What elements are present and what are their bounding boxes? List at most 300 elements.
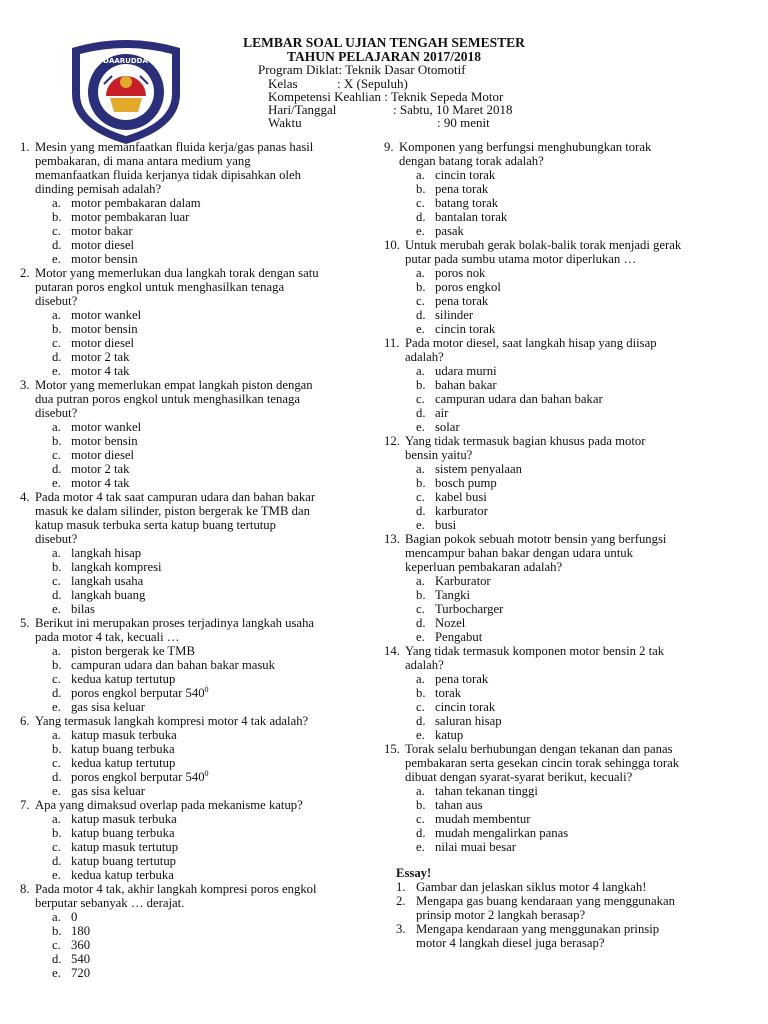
option-letter: a. bbox=[52, 546, 61, 560]
option-letter: d. bbox=[416, 714, 426, 728]
question-number: 10. bbox=[384, 238, 400, 252]
option-text: pena torak bbox=[435, 182, 489, 196]
question-continuation: adalah? bbox=[405, 658, 444, 672]
question-continuation: putaran poros engkol untuk menghasilkan tenaga bbox=[35, 280, 285, 294]
answer-option[interactable] bbox=[384, 364, 754, 378]
option-text: katup masuk tertutup bbox=[71, 840, 179, 854]
option-letter: d. bbox=[52, 350, 62, 364]
option-text: Tangki bbox=[435, 588, 471, 602]
question-number: 4. bbox=[20, 490, 30, 504]
question-stem: Untuk merubah gerak bolak-balik torak menjadi gerak bbox=[405, 238, 682, 252]
answer-options bbox=[384, 574, 754, 644]
option-letter: b. bbox=[416, 686, 426, 700]
question-block bbox=[20, 378, 385, 490]
option-letter: d. bbox=[52, 952, 62, 966]
question-block bbox=[20, 798, 385, 882]
answer-options bbox=[384, 266, 754, 336]
option-text: katup bbox=[435, 728, 464, 742]
answer-option[interactable] bbox=[384, 196, 754, 210]
option-letter: e. bbox=[52, 252, 61, 266]
question-text bbox=[384, 742, 754, 756]
option-text: bahan bakar bbox=[435, 378, 497, 392]
option-letter: c. bbox=[52, 938, 61, 952]
answer-option[interactable] bbox=[384, 224, 754, 238]
question-number: 3. bbox=[20, 378, 30, 392]
question-text bbox=[384, 434, 754, 448]
question-stem: Yang termasuk langkah kompresi motor 4 tak adalah? bbox=[35, 714, 309, 728]
academic-year: TAHUN PELAJARAN 2017/2018 bbox=[286, 49, 481, 64]
svg-text:SMK DAARUDDA'WAH: SMK DAARUDDA'WAH bbox=[83, 57, 169, 65]
option-letter: b. bbox=[52, 560, 62, 574]
option-text: air bbox=[435, 406, 449, 420]
option-text: silinder bbox=[435, 308, 474, 322]
question-block bbox=[20, 714, 385, 798]
question-number: 8. bbox=[20, 882, 30, 896]
question-continuation: katup masuk terbuka serta katup buang tertutup bbox=[35, 518, 276, 532]
question-text bbox=[384, 336, 754, 350]
answer-option[interactable] bbox=[384, 518, 754, 532]
question-text bbox=[20, 490, 385, 504]
answer-option[interactable] bbox=[20, 924, 385, 938]
essay-question bbox=[384, 880, 754, 894]
answer-option[interactable] bbox=[20, 672, 385, 686]
option-letter: e. bbox=[416, 728, 425, 742]
essay-text: Mengapa kendaraan yang menggunakan prinsip bbox=[416, 922, 660, 936]
answer-option[interactable] bbox=[384, 266, 754, 280]
answer-option[interactable] bbox=[20, 644, 385, 658]
answer-option[interactable] bbox=[384, 588, 754, 602]
answer-options bbox=[20, 910, 385, 980]
question-continuation: pembakaran serta gesekan cincin torak sehingga torak bbox=[405, 756, 680, 770]
answer-option[interactable] bbox=[20, 336, 385, 350]
option-text: katup buang terbuka bbox=[71, 742, 175, 756]
question-continuation: disebut? bbox=[35, 294, 78, 308]
option-text: cincin torak bbox=[435, 168, 496, 182]
option-letter: d. bbox=[52, 686, 62, 700]
essay-question bbox=[384, 922, 754, 936]
option-letter: b. bbox=[52, 924, 62, 938]
option-text: busi bbox=[435, 518, 457, 532]
question-block bbox=[384, 336, 754, 434]
answer-option[interactable] bbox=[20, 476, 385, 490]
answer-options bbox=[20, 308, 385, 378]
answer-option[interactable] bbox=[20, 434, 385, 448]
option-text: cincin torak bbox=[435, 700, 496, 714]
answer-option[interactable] bbox=[20, 728, 385, 742]
essay-number: 2. bbox=[396, 894, 406, 908]
option-text: langkah usaha bbox=[71, 574, 144, 588]
option-letter: a. bbox=[416, 574, 425, 588]
question-stem: Pada motor diesel, saat langkah hisap yang diisap bbox=[405, 336, 657, 350]
answer-option[interactable] bbox=[20, 252, 385, 266]
answer-options bbox=[20, 812, 385, 882]
question-text bbox=[20, 798, 385, 812]
question-text bbox=[20, 378, 385, 392]
option-text: motor diesel bbox=[71, 448, 135, 462]
essay-title: Essay! bbox=[396, 866, 432, 880]
option-text: katup masuk terbuka bbox=[71, 728, 177, 742]
option-text: tahan aus bbox=[435, 798, 483, 812]
option-text: motor 4 tak bbox=[71, 364, 130, 378]
question-text bbox=[384, 532, 754, 546]
question-text bbox=[384, 140, 754, 154]
answer-option[interactable] bbox=[20, 588, 385, 602]
answer-option[interactable] bbox=[20, 826, 385, 840]
hari-label: Hari/Tanggal bbox=[268, 102, 337, 117]
option-text: kedua katup tertutup bbox=[71, 756, 176, 770]
option-letter: a. bbox=[416, 168, 425, 182]
question-number: 14. bbox=[384, 644, 400, 658]
option-letter: b. bbox=[52, 434, 62, 448]
option-text: cincin torak bbox=[435, 322, 496, 336]
option-letter: c. bbox=[52, 672, 61, 686]
answer-option[interactable] bbox=[20, 448, 385, 462]
option-letter: a. bbox=[416, 462, 425, 476]
question-block bbox=[384, 434, 754, 532]
option-text: piston bergerak ke TMB bbox=[71, 644, 195, 658]
option-letter: a. bbox=[416, 672, 425, 686]
answer-option[interactable] bbox=[384, 490, 754, 504]
answer-option[interactable] bbox=[20, 224, 385, 238]
answer-option[interactable] bbox=[20, 210, 385, 224]
question-continuation: adalah? bbox=[405, 350, 444, 364]
question-stem: Mesin yang memanfaatkan fluida kerja/gas panas hasil bbox=[35, 140, 314, 154]
option-text: udara murni bbox=[435, 364, 497, 378]
option-text: gas sisa keluar bbox=[71, 784, 145, 798]
option-letter: d. bbox=[416, 616, 426, 630]
option-letter: c. bbox=[52, 756, 61, 770]
option-letter: d. bbox=[52, 770, 62, 784]
option-letter: b. bbox=[52, 742, 62, 756]
option-text: 720 bbox=[71, 966, 91, 980]
answer-option[interactable] bbox=[384, 406, 754, 420]
essay-text: Gambar dan jelaskan siklus motor 4 langkah! bbox=[416, 880, 647, 894]
option-text: langkah kompresi bbox=[71, 560, 162, 574]
option-text: langkah hisap bbox=[71, 546, 142, 560]
question-text bbox=[20, 616, 385, 630]
question-continuation: putar pada sumbu utama motor diperlukan … bbox=[405, 252, 637, 266]
question-stem: Yang tidak termasuk bagian khusus pada motor bbox=[405, 434, 646, 448]
essay-text: Mengapa gas buang kendaraan yang menggunakan bbox=[416, 894, 675, 908]
answer-option[interactable] bbox=[384, 812, 754, 826]
option-letter: b. bbox=[52, 826, 62, 840]
answer-option[interactable] bbox=[384, 308, 754, 322]
option-text: Nozel bbox=[435, 616, 466, 630]
option-text: langkah buang bbox=[71, 588, 146, 602]
option-letter: c. bbox=[416, 196, 425, 210]
option-text: katup masuk terbuka bbox=[71, 812, 177, 826]
answer-option[interactable] bbox=[20, 546, 385, 560]
answer-option[interactable] bbox=[20, 574, 385, 588]
kelas-value: : X (Sepuluh) bbox=[337, 76, 408, 91]
option-text: Turbocharger bbox=[435, 602, 504, 616]
option-letter: d. bbox=[416, 504, 426, 518]
option-letter: e. bbox=[416, 518, 425, 532]
essay-text: prinsip motor 2 langkah berasap? bbox=[416, 908, 586, 922]
answer-option[interactable] bbox=[20, 952, 385, 966]
answer-option[interactable] bbox=[384, 840, 754, 854]
option-text: poros engkol bbox=[435, 280, 501, 294]
option-text: poros engkol berputar $540^0$ bbox=[71, 768, 209, 784]
option-text: pasak bbox=[435, 224, 464, 238]
option-text: Karburator bbox=[435, 574, 491, 588]
option-text: kedua katup tertutup bbox=[71, 672, 176, 686]
answer-options bbox=[384, 364, 754, 434]
question-stem: Motor yang memerlukan dua langkah torak dengan satu bbox=[35, 266, 319, 280]
option-letter: b. bbox=[416, 476, 426, 490]
option-text: motor bakar bbox=[71, 224, 133, 238]
answer-option[interactable] bbox=[20, 742, 385, 756]
question-stem: Komponen yang berfungsi menghubungkan torak bbox=[399, 140, 652, 154]
answer-option[interactable] bbox=[384, 700, 754, 714]
answer-option[interactable] bbox=[20, 560, 385, 574]
option-text: motor bensin bbox=[71, 434, 138, 448]
answer-option[interactable] bbox=[20, 238, 385, 252]
question-text bbox=[20, 140, 385, 154]
question-stem: Torak selalu berhubungan dengan tekanan dan panas bbox=[405, 742, 673, 756]
option-letter: e. bbox=[52, 868, 61, 882]
answer-option[interactable] bbox=[20, 462, 385, 476]
answer-option[interactable] bbox=[20, 686, 385, 700]
answer-option[interactable] bbox=[384, 392, 754, 406]
degree-superscript: 0 bbox=[204, 684, 209, 694]
option-text: campuran udara dan bahan bakar masuk bbox=[71, 658, 275, 672]
answer-option[interactable] bbox=[384, 294, 754, 308]
question-continuation: berputar sebanyak … derajat. bbox=[35, 896, 185, 910]
answer-option[interactable] bbox=[20, 840, 385, 854]
answer-option[interactable] bbox=[20, 868, 385, 882]
option-letter: a. bbox=[416, 784, 425, 798]
option-letter: d. bbox=[416, 210, 426, 224]
answer-option[interactable] bbox=[20, 784, 385, 798]
question-continuation: disebut? bbox=[35, 406, 78, 420]
answer-options bbox=[384, 672, 754, 742]
question-number: 12. bbox=[384, 434, 400, 448]
option-letter: b. bbox=[416, 280, 426, 294]
exam-title: LEMBAR SOAL UJIAN TENGAH SEMESTER bbox=[243, 35, 525, 50]
option-letter: e. bbox=[52, 476, 61, 490]
option-text: poros nok bbox=[435, 266, 486, 280]
option-letter: a. bbox=[52, 812, 61, 826]
option-letter: b. bbox=[416, 182, 426, 196]
option-text: 0 bbox=[71, 910, 78, 924]
answer-option[interactable] bbox=[20, 938, 385, 952]
option-text: 180 bbox=[71, 924, 91, 938]
option-letter: e. bbox=[52, 700, 61, 714]
option-letter: a. bbox=[52, 196, 61, 210]
option-letter: b. bbox=[52, 322, 62, 336]
option-letter: d. bbox=[416, 308, 426, 322]
answer-option[interactable] bbox=[384, 322, 754, 336]
answer-option[interactable] bbox=[384, 574, 754, 588]
question-number: 13. bbox=[384, 532, 400, 546]
answer-option[interactable] bbox=[20, 966, 385, 980]
option-letter: b. bbox=[52, 658, 62, 672]
answer-option[interactable] bbox=[20, 196, 385, 210]
answer-options bbox=[384, 168, 754, 238]
question-continuation: mencampur bahan bakar dengan udara untuk bbox=[405, 546, 633, 560]
question-number: 7. bbox=[20, 798, 30, 812]
answer-option[interactable] bbox=[20, 364, 385, 378]
answer-option[interactable] bbox=[384, 168, 754, 182]
question-text bbox=[20, 266, 385, 280]
option-letter: b. bbox=[416, 798, 426, 812]
option-letter: b. bbox=[416, 588, 426, 602]
option-letter: c. bbox=[52, 448, 61, 462]
question-block bbox=[20, 266, 385, 378]
answer-option[interactable] bbox=[20, 700, 385, 714]
questions-left-column bbox=[20, 140, 385, 980]
question-number: 5. bbox=[20, 616, 30, 630]
answer-option[interactable] bbox=[384, 476, 754, 490]
option-text: batang torak bbox=[435, 196, 499, 210]
question-block bbox=[384, 140, 754, 238]
kompetensi-keahlian: Kompetensi Keahlian : Teknik Sepeda Motor bbox=[268, 89, 504, 104]
question-text bbox=[20, 714, 385, 728]
option-letter: c. bbox=[416, 602, 425, 616]
option-letter: c. bbox=[416, 812, 425, 826]
question-block bbox=[20, 140, 385, 266]
answer-option[interactable] bbox=[384, 182, 754, 196]
answer-option[interactable] bbox=[384, 714, 754, 728]
option-text: motor pembakaran dalam bbox=[71, 196, 201, 210]
option-letter: a. bbox=[416, 266, 425, 280]
answer-option[interactable] bbox=[384, 798, 754, 812]
answer-option[interactable] bbox=[20, 350, 385, 364]
option-text: katup buang terbuka bbox=[71, 826, 175, 840]
questions-right-column bbox=[384, 140, 754, 950]
option-text: kabel busi bbox=[435, 490, 487, 504]
answer-option[interactable] bbox=[384, 630, 754, 644]
kelas-label: Kelas bbox=[268, 76, 298, 91]
option-text: katup buang tertutup bbox=[71, 854, 177, 868]
option-text: motor 2 tak bbox=[71, 462, 130, 476]
answer-option[interactable] bbox=[384, 728, 754, 742]
answer-option[interactable] bbox=[20, 602, 385, 616]
question-continuation: memanfaatkan fluida kerjanya tidak dipisahkan oleh bbox=[35, 168, 301, 182]
answer-options bbox=[20, 728, 385, 798]
option-letter: c. bbox=[416, 700, 425, 714]
waktu-value: : 90 menit bbox=[437, 115, 490, 130]
option-letter: e. bbox=[416, 224, 425, 238]
option-text: 360 bbox=[71, 938, 91, 952]
question-number: 2. bbox=[20, 266, 30, 280]
question-number: 11. bbox=[384, 336, 400, 350]
question-continuation: bensin yaitu? bbox=[405, 448, 473, 462]
option-text: motor 4 tak bbox=[71, 476, 130, 490]
option-text: bilas bbox=[71, 602, 95, 616]
question-stem: Pada motor 4 tak saat campuran udara dan bahan bakar bbox=[35, 490, 316, 504]
answer-option[interactable] bbox=[20, 658, 385, 672]
question-continuation: pembakaran, di mana antara medium yang bbox=[35, 154, 251, 168]
option-text: nilai muai besar bbox=[435, 840, 517, 854]
option-text: motor wankel bbox=[71, 308, 142, 322]
answer-option[interactable] bbox=[20, 308, 385, 322]
option-letter: c. bbox=[52, 840, 61, 854]
question-continuation: dua putran poros engkol untuk menghasilkan tenaga bbox=[35, 392, 300, 406]
answer-options bbox=[20, 196, 385, 266]
option-text: mudah membentur bbox=[435, 812, 531, 826]
waktu-label: Waktu bbox=[268, 115, 302, 130]
question-continuation: masuk ke dalam silinder, piston bergerak ke TMB dan bbox=[35, 504, 310, 518]
answer-option[interactable] bbox=[384, 602, 754, 616]
option-letter: a. bbox=[52, 728, 61, 742]
answer-option[interactable] bbox=[20, 854, 385, 868]
answer-option[interactable] bbox=[384, 420, 754, 434]
option-letter: a. bbox=[52, 420, 61, 434]
option-text: mudah mengalirkan panas bbox=[435, 826, 569, 840]
question-block bbox=[20, 882, 385, 980]
option-text: bosch pump bbox=[435, 476, 497, 490]
answer-option[interactable] bbox=[20, 812, 385, 826]
hari-value: : Sabtu, 10 Maret 2018 bbox=[393, 102, 513, 117]
answer-option[interactable] bbox=[384, 826, 754, 840]
answer-option[interactable] bbox=[384, 280, 754, 294]
answer-option[interactable] bbox=[384, 210, 754, 224]
answer-option[interactable] bbox=[384, 378, 754, 392]
question-stem: Apa yang dimaksud overlap pada mekanisme katup? bbox=[35, 798, 303, 812]
option-letter: e. bbox=[52, 364, 61, 378]
answer-options bbox=[20, 420, 385, 490]
option-letter: d. bbox=[52, 238, 62, 252]
answer-option[interactable] bbox=[20, 322, 385, 336]
option-letter: e. bbox=[52, 966, 61, 980]
option-text: kedua katup terbuka bbox=[71, 868, 174, 882]
answer-option[interactable] bbox=[384, 504, 754, 518]
option-text: motor bensin bbox=[71, 322, 138, 336]
essay-question bbox=[384, 894, 754, 908]
question-text bbox=[384, 238, 754, 252]
answer-option[interactable] bbox=[20, 756, 385, 770]
essay-number: 1. bbox=[396, 880, 406, 894]
option-text: motor 2 tak bbox=[71, 350, 130, 364]
answer-option[interactable] bbox=[384, 462, 754, 476]
option-letter: e. bbox=[416, 630, 425, 644]
answer-option[interactable] bbox=[20, 770, 385, 784]
question-number: 1. bbox=[20, 140, 30, 154]
option-text: tahan tekanan tinggi bbox=[435, 784, 538, 798]
option-letter: b. bbox=[52, 210, 62, 224]
question-number: 15. bbox=[384, 742, 400, 756]
answer-option[interactable] bbox=[384, 672, 754, 686]
answer-option[interactable] bbox=[384, 616, 754, 630]
option-letter: a. bbox=[416, 364, 425, 378]
answer-option[interactable] bbox=[20, 910, 385, 924]
option-letter: a. bbox=[52, 308, 61, 322]
option-text: bantalan torak bbox=[435, 210, 508, 224]
question-stem: Pada motor 4 tak, akhir langkah kompresi poros engkol bbox=[35, 882, 317, 896]
option-text: saluran hisap bbox=[435, 714, 502, 728]
essay-question bbox=[384, 936, 754, 950]
option-letter: e. bbox=[52, 602, 61, 616]
answer-options bbox=[384, 462, 754, 532]
question-stem: Motor yang memerlukan empat langkah piston dengan bbox=[35, 378, 313, 392]
question-continuation: disebut? bbox=[35, 532, 78, 546]
option-text: motor wankel bbox=[71, 420, 142, 434]
question-continuation: pada motor 4 tak, kecuali … bbox=[35, 630, 180, 644]
answer-option[interactable] bbox=[20, 420, 385, 434]
answer-option[interactable] bbox=[384, 784, 754, 798]
option-letter: d. bbox=[416, 406, 426, 420]
question-block bbox=[384, 532, 754, 644]
question-number: 6. bbox=[20, 714, 30, 728]
question-continuation: dibuat dengan syarat-syarat berikut, kecuali? bbox=[405, 770, 633, 784]
option-text: poros engkol berputar $540^0$ bbox=[71, 684, 209, 700]
question-stem: Yang tidak termasuk komponen motor bensin 2 tak bbox=[405, 644, 665, 658]
option-letter: d. bbox=[52, 588, 62, 602]
question-block bbox=[384, 644, 754, 742]
answer-option[interactable] bbox=[384, 686, 754, 700]
